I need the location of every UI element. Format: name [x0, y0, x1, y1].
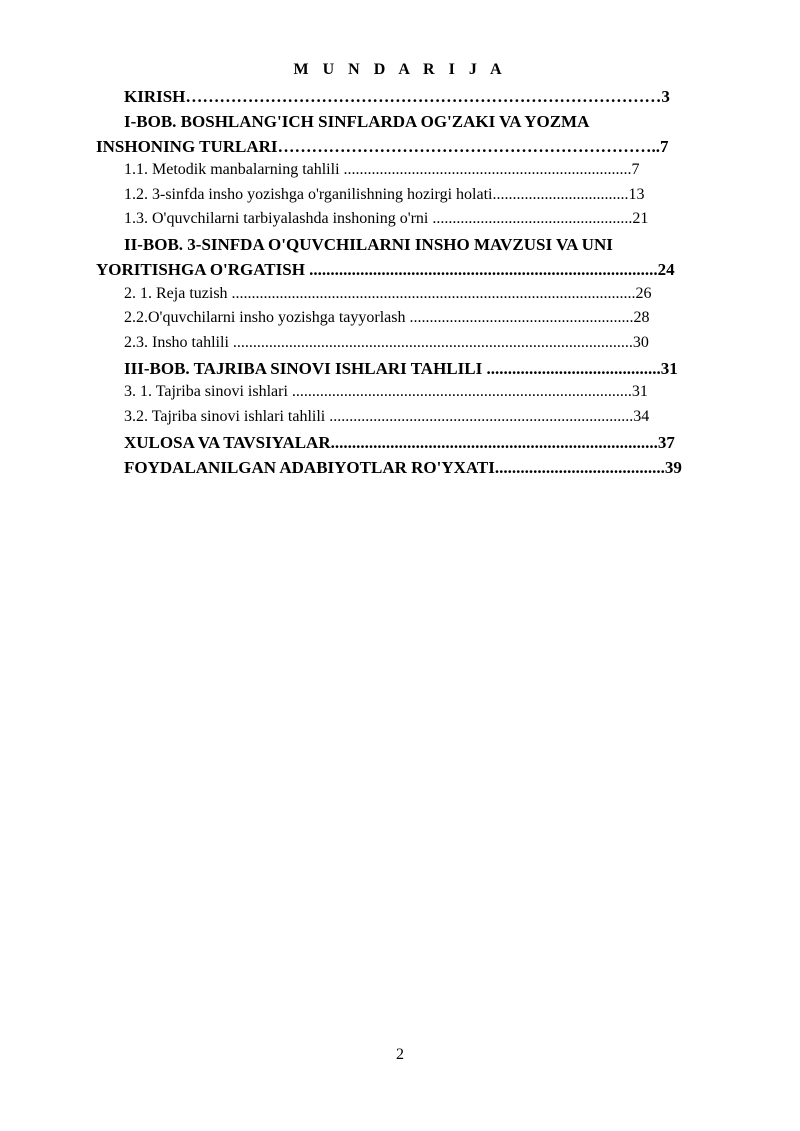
toc-entry-1-3: 1.3. O'quvchilarni tarbiyalashda inshoning o'rni ..................................................21	[124, 210, 649, 227]
toc-entry-2-2: 2.2.O'quvchilarni insho yozishga tayyorlash ........................................................28	[124, 309, 650, 326]
toc-entry-2-3: 2.3. Insho tahlili ....................................................................................................30	[124, 334, 649, 351]
toc-chapter-2-title-line1: II-BOB. 3-SINFDA O'QUVCHILARNI INSHO MAVZUSI VA UNI	[124, 235, 613, 254]
toc-chapter-2-title-line2: YORITISHGA O'RGATISH ..................................................................................24	[96, 260, 675, 279]
toc-entry-adabiyotlar: FOYDALANILGAN ADABIYOTLAR RO'YXATI........................................39	[124, 458, 682, 477]
toc-chapter-3-title: III-BOB. TAJRIBA SINOVI ISHLARI TAHLILI .........................................31	[124, 359, 678, 378]
toc-chapter-1-title-line1: I-BOB. BOSHLANG'ICH SINFLARDA OG'ZAKI VA YOZMA	[124, 112, 590, 131]
toc-entry-1-2: 1.2. 3-sinfda insho yozishga o'rganilishning hozirgi holati..................................13	[124, 186, 645, 203]
toc-chapter-1-title-line2: INSHONING TURLARI…………………………………………………………..7	[96, 137, 669, 156]
document-title: M U N D A R I J A	[293, 61, 507, 78]
toc-entry-xulosa: XULOSA VA TAVSIYALAR.............................................................................37	[124, 433, 675, 452]
toc-entry-3-1: 3. 1. Tajriba sinovi ishlari .....................................................................................31	[124, 383, 648, 400]
toc-entry-3-2: 3.2. Tajriba sinovi ishlari tahlili ............................................................................34	[124, 408, 650, 425]
toc-entry-1-1: 1.1. Metodik manbalarning tahlili ........................................................................7	[124, 161, 640, 178]
page-number: 2	[396, 1046, 404, 1063]
toc-entry-kirish: KIRISH…………………………………………………………………………3	[124, 87, 670, 106]
toc-entry-2-1: 2. 1. Reja tuzish .....................................................................................................26	[124, 285, 652, 302]
